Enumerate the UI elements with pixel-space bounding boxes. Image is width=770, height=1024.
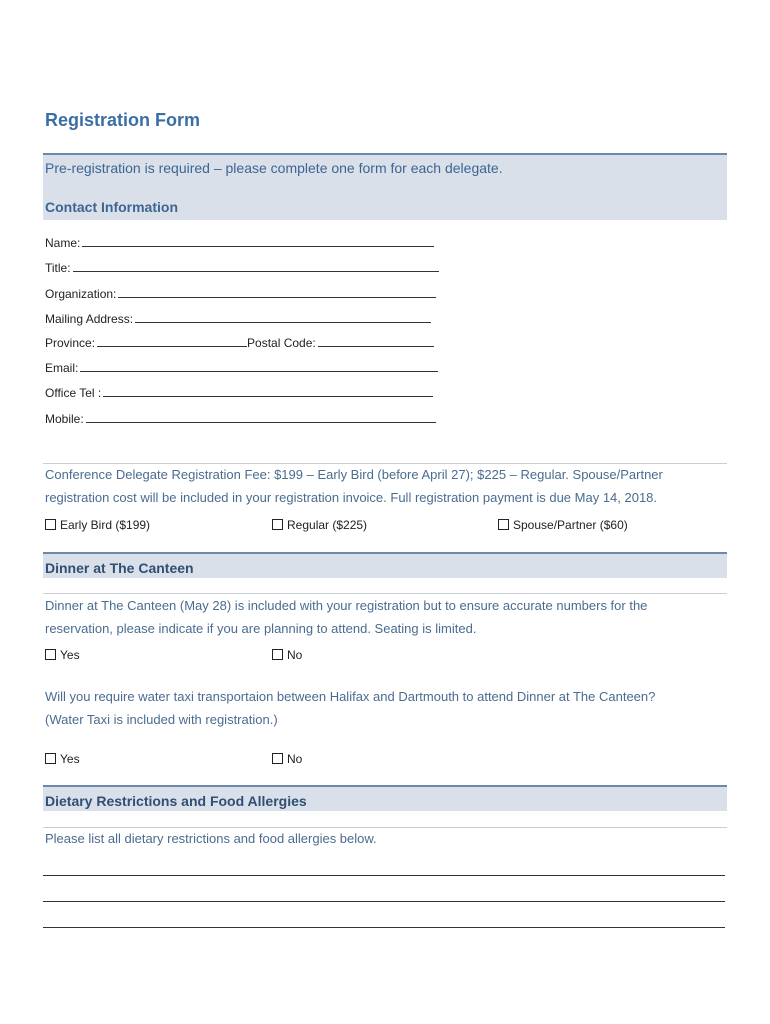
mailing-address-label: Mailing Address:	[45, 312, 134, 326]
postal-code-label: Postal Code:	[247, 336, 316, 350]
checkbox-square[interactable]	[272, 649, 283, 660]
early-bird-label: Early Bird ($199)	[60, 518, 151, 532]
fee-text	[45, 463, 725, 509]
dinner-no-checkbox[interactable]	[272, 648, 302, 662]
dinner-line-2: reservation, please indicate if you are planning to attend. Seating is limited.	[45, 621, 477, 636]
intro-band	[43, 153, 727, 220]
email-label: Email:	[45, 361, 79, 375]
checkbox-square[interactable]	[498, 519, 509, 530]
spouse-partner-checkbox[interactable]	[498, 518, 628, 532]
checkbox-square[interactable]	[45, 753, 56, 764]
name-field[interactable]	[45, 235, 434, 250]
province-label: Province:	[45, 336, 96, 350]
taxi-yes-checkbox[interactable]	[45, 752, 80, 766]
dinner-yes-label: Yes	[60, 648, 80, 662]
dinner-no-label: No	[287, 648, 303, 662]
name-line[interactable]	[82, 235, 434, 247]
checkbox-square[interactable]	[45, 649, 56, 660]
postal-code-line[interactable]	[318, 335, 434, 347]
dinner-heading: Dinner at The Canteen	[43, 552, 727, 578]
taxi-no-label: No	[287, 752, 303, 766]
dietary-write-line-2[interactable]	[43, 901, 725, 902]
dietary-heading: Dietary Restrictions and Food Allergies	[43, 785, 727, 811]
province-postal-field[interactable]	[45, 335, 434, 350]
mobile-field[interactable]	[45, 411, 436, 426]
fee-line-1: Conference Delegate Registration Fee: $199 – Early Bird (before April 27); $225 – Regular. Spouse/Partner	[45, 467, 663, 482]
title-label: Title:	[45, 261, 71, 275]
office-tel-label: Office Tel :	[45, 386, 102, 400]
mailing-address-line[interactable]	[135, 311, 431, 323]
taxi-no-checkbox[interactable]	[272, 752, 302, 766]
taxi-line-1: Will you require water taxi transportaion between Halifax and Dartmouth to attend Dinner at The Canteen?	[45, 689, 656, 704]
dinner-text	[45, 594, 725, 640]
contact-heading: Contact Information	[45, 199, 178, 215]
intro-text: Pre-registration is required – please complete one form for each delegate.	[45, 160, 503, 176]
email-field[interactable]	[45, 360, 438, 375]
taxi-yes-label: Yes	[60, 752, 80, 766]
mobile-line[interactable]	[86, 411, 436, 423]
organization-line[interactable]	[118, 286, 436, 298]
organization-field[interactable]	[45, 286, 436, 301]
dinner-yes-checkbox[interactable]	[45, 648, 80, 662]
mailing-address-field[interactable]	[45, 311, 431, 326]
taxi-line-2: (Water Taxi is included with registration.)	[45, 712, 278, 727]
spouse-partner-label: Spouse/Partner ($60)	[513, 518, 628, 532]
mobile-label: Mobile:	[45, 412, 84, 426]
office-tel-field[interactable]	[45, 385, 433, 400]
early-bird-checkbox[interactable]	[45, 518, 150, 532]
province-line[interactable]	[97, 335, 247, 347]
dietary-prompt: Please list all dietary restrictions and food allergies below.	[45, 831, 377, 846]
checkbox-square[interactable]	[272, 753, 283, 764]
title-line[interactable]	[73, 260, 439, 272]
form-title: Registration Form	[45, 110, 201, 130]
taxi-text	[45, 685, 725, 731]
checkbox-square[interactable]	[272, 519, 283, 530]
regular-checkbox[interactable]	[272, 518, 367, 532]
office-tel-line[interactable]	[103, 385, 433, 397]
organization-label: Organization:	[45, 287, 117, 301]
title-field[interactable]	[45, 260, 439, 275]
dietary-write-line-1[interactable]	[43, 875, 725, 876]
dietary-write-line-3[interactable]	[43, 927, 725, 928]
fee-line-2: registration cost will be included in your registration invoice. Full registration payment is due May 14, 2018.	[45, 490, 658, 505]
dinner-line-1: Dinner at The Canteen (May 28) is included with your registration but to ensure accurate numbers for the	[45, 598, 648, 613]
regular-label: Regular ($225)	[287, 518, 368, 532]
email-line[interactable]	[80, 360, 438, 372]
name-label: Name:	[45, 236, 81, 250]
checkbox-square[interactable]	[45, 519, 56, 530]
